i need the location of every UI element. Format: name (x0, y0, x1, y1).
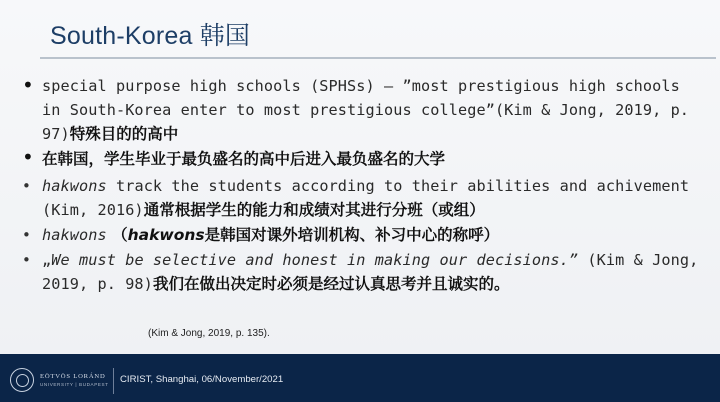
footer-bar (0, 354, 720, 402)
bullet-item-sphs (22, 74, 704, 146)
slide-title: South-Korea 韩国 (50, 22, 251, 50)
bullet-item-hakwons-track (22, 174, 704, 222)
citation-note: (Kim & Jong, 2019, p. 135). (148, 328, 270, 339)
bullet-text-en: track the students according to their abilities and achivement (Kim, 2016) (42, 177, 690, 219)
bullet-item-hakwons-definition (22, 223, 704, 247)
bullet-text-en: special purpose high schools (SPHSs) – ”most prestigious high schools in South-Korea enter to most prestigious college”(Kim & Jong, 2019, p. 97) (42, 77, 690, 143)
bullet-marker: • (22, 251, 31, 269)
bullet-italic-term-zh: hakwons (127, 226, 205, 244)
bullet-text-zh: 特殊目的的高中 (69, 125, 179, 143)
bullet-italic-term: hakwons (42, 177, 107, 195)
bullet-text-zh: 通常根据学生的能力和成绩对其进行分班（或组） (143, 201, 485, 219)
bullet-italic-term: hakwons (42, 226, 107, 244)
bullet-marker: • (22, 226, 31, 244)
bullet-quote-open: „ (42, 251, 52, 269)
bullet-text-zh: 我们在做出决定时必须是经过认真思考并且诚实的。 (152, 275, 510, 293)
bullet-marker: • (22, 73, 34, 97)
bullet-text-zh: 是韩国对课外培训机构、补习中心的称呼） (204, 226, 500, 244)
bullet-item-quote (22, 248, 704, 296)
bullet-item-korea-university (22, 146, 704, 172)
bullet-text-zh: 在韩国，学生毕业于最负盛名的高中后进入最负盛名的大学 (42, 150, 446, 168)
bullet-quote-text: We must be selective and honest in making our decisions.” (51, 251, 579, 269)
bullet-text-en: (Kim & Jong, 2019, p. 98) (42, 251, 699, 293)
university-subtitle: UNIVERSITY | BUDAPEST (40, 382, 109, 387)
university-name: EÖTVÖS LORÁND (40, 373, 106, 380)
university-seal-icon (10, 368, 34, 392)
bullet-marker: • (22, 177, 31, 195)
footer-divider (113, 368, 114, 394)
bullet-list (22, 74, 704, 296)
event-label: CIRIST, Shanghai, 06/November/2021 (120, 374, 284, 385)
bullet-marker: • (22, 145, 34, 169)
bullet-text-zh-open: （ (106, 226, 128, 244)
title-divider (40, 57, 716, 59)
